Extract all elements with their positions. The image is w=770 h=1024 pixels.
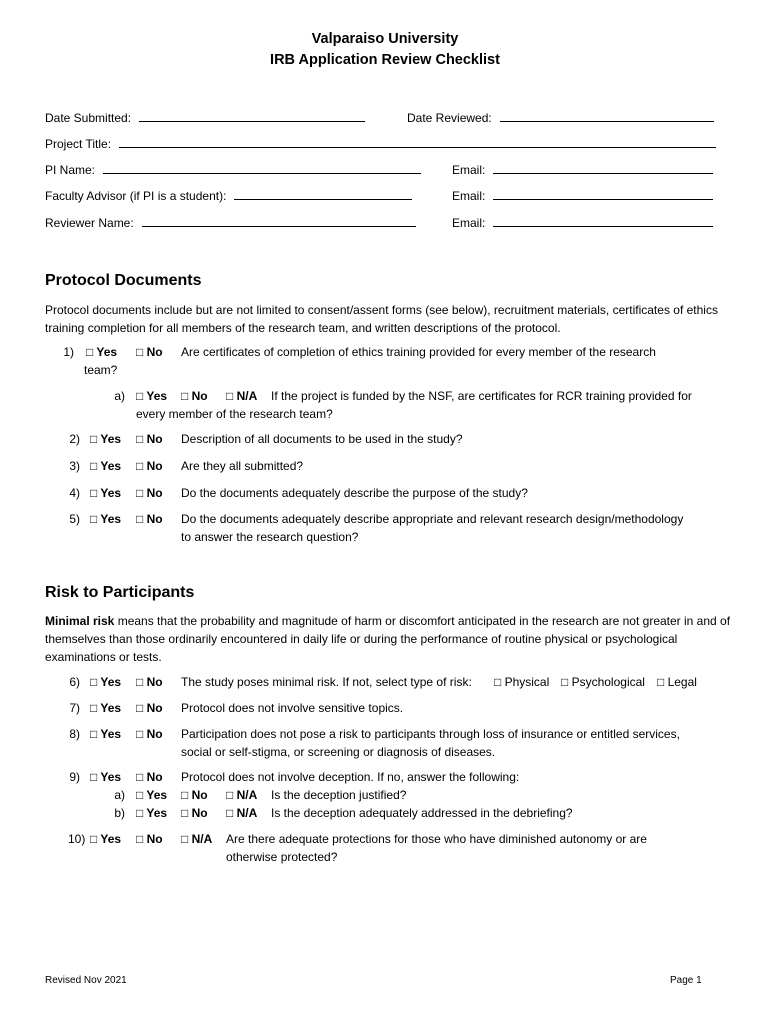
yes-checkbox[interactable]: □ Yes [90, 727, 122, 741]
psychological-risk-checkbox[interactable]: □ Psychological [561, 675, 645, 689]
yes-checkbox[interactable]: □ Yes [90, 770, 122, 784]
project-title-label: Project Title: [45, 137, 112, 151]
no-checkbox[interactable]: □ No [136, 432, 163, 446]
pi-name-label: PI Name: [45, 163, 96, 177]
risk-intro-text: means that the probability and magnitude of harm or discomfort anticipated in the research are not greater in and of themselves than those ordinarily encountered in daily life or during the performance of routine physical or psychological examinations or tests. [45, 614, 731, 664]
question-text: Are certificates of completion of ethics training provided for every member of the research [181, 345, 656, 359]
question-text: Are there adequate protections for those who have diminished autonomy or are [226, 832, 647, 846]
protocol-heading: Protocol Documents [45, 272, 202, 289]
question-text: If the project is funded by the NSF, are certificates for RCR training provided for [271, 389, 692, 403]
no-checkbox[interactable]: □ No [136, 512, 163, 526]
yes-checkbox[interactable]: □ Yes [136, 806, 168, 820]
item-number: 10) [68, 832, 86, 846]
question-text-cont: to answer the research question? [181, 530, 359, 544]
item-number: 1) [63, 345, 74, 359]
email-label-3: Email: [452, 216, 486, 230]
item-number: 8) [69, 727, 80, 741]
yes-checkbox[interactable]: □ Yes [90, 459, 122, 473]
project-title-line[interactable] [119, 136, 716, 148]
yes-checkbox[interactable]: □ Yes [90, 512, 122, 526]
question-text: Participation does not pose a risk to participants through loss of insurance or entitled services, [181, 727, 680, 741]
date-submitted-field[interactable] [45, 110, 365, 125]
no-checkbox[interactable]: □ No [181, 788, 208, 802]
no-checkbox[interactable]: □ No [136, 675, 163, 689]
reviewer-name-label: Reviewer Name: [45, 216, 134, 230]
question-text: Protocol does not involve deception. If no, answer the following: [181, 770, 520, 784]
pi-name-field[interactable] [45, 162, 421, 177]
no-checkbox[interactable]: □ No [181, 806, 208, 820]
no-checkbox[interactable]: □ No [136, 727, 163, 741]
yes-checkbox[interactable]: □ Yes [86, 345, 118, 359]
na-checkbox[interactable]: □ N/A [226, 389, 258, 403]
project-title-field[interactable] [45, 136, 716, 151]
email-label-2: Email: [452, 189, 486, 203]
date-submitted-label: Date Submitted: [45, 111, 132, 125]
institution-name: Valparaiso University [311, 31, 459, 47]
question-text: Are they all submitted? [181, 459, 304, 473]
na-checkbox[interactable]: □ N/A [181, 832, 213, 846]
legal-risk-checkbox[interactable]: □ Legal [657, 675, 697, 689]
yes-checkbox[interactable]: □ Yes [90, 832, 122, 846]
item-number: 9) [69, 770, 80, 784]
email-field-3[interactable] [452, 215, 713, 230]
reviewer-name-line[interactable] [142, 215, 416, 227]
protocol-intro: Protocol documents include but are not limited to consent/assent forms (see below), recruitment materials, certificates of ethics training completion for all members of the research team, and written descriptions of the protocol. [45, 303, 718, 335]
date-reviewed-line[interactable] [500, 110, 714, 122]
question-text: Description of all documents to be used in the study? [181, 432, 463, 446]
yes-checkbox[interactable]: □ Yes [90, 432, 122, 446]
yes-checkbox[interactable]: □ Yes [136, 788, 168, 802]
yes-checkbox[interactable]: □ Yes [90, 675, 122, 689]
faculty-advisor-label: Faculty Advisor (if PI is a student): [45, 189, 227, 203]
risk-intro [45, 612, 735, 666]
item-number: 7) [69, 701, 80, 715]
question-text: Is the deception justified? [271, 788, 407, 802]
date-reviewed-field[interactable] [407, 110, 714, 125]
email-line-1[interactable] [493, 162, 713, 174]
page-number: Page 1 [670, 975, 702, 986]
item-number: 6) [69, 675, 80, 689]
no-checkbox[interactable]: □ No [181, 389, 208, 403]
email-field-1[interactable] [452, 162, 713, 177]
item-number: b) [114, 806, 125, 820]
email-line-3[interactable] [493, 215, 713, 227]
pi-name-line[interactable] [103, 162, 421, 174]
question-text: Do the documents adequately describe appropriate and relevant research design/methodology [181, 512, 684, 526]
minimal-risk-term: Minimal risk [45, 614, 115, 628]
revised-date: Revised Nov 2021 [45, 975, 127, 986]
item-number: 2) [69, 432, 80, 446]
physical-risk-checkbox[interactable]: □ Physical [494, 675, 550, 689]
faculty-advisor-line[interactable] [234, 188, 412, 200]
email-label-1: Email: [452, 163, 486, 177]
na-checkbox[interactable]: □ N/A [226, 788, 258, 802]
question-text-cont: social or self-stigma, or screening or diagnosis of diseases. [181, 745, 496, 759]
faculty-advisor-field[interactable] [45, 188, 412, 203]
question-text-cont: otherwise protected? [226, 850, 338, 864]
item-number: 3) [69, 459, 80, 473]
question-text: Protocol does not involve sensitive topics. [181, 701, 404, 715]
na-checkbox[interactable]: □ N/A [226, 806, 258, 820]
item-number: 4) [69, 486, 80, 500]
email-line-2[interactable] [493, 188, 713, 200]
yes-checkbox[interactable]: □ Yes [136, 389, 168, 403]
no-checkbox[interactable]: □ No [136, 486, 163, 500]
no-checkbox[interactable]: □ No [136, 459, 163, 473]
question-text: Do the documents adequately describe the purpose of the study? [181, 486, 528, 500]
item-number: a) [114, 788, 125, 802]
page-title: IRB Application Review Checklist [270, 52, 500, 68]
yes-checkbox[interactable]: □ Yes [90, 701, 122, 715]
item-number: 5) [69, 512, 80, 526]
question-text-cont: every member of the research team? [136, 407, 333, 421]
risk-heading: Risk to Participants [45, 584, 195, 601]
question-text: Is the deception adequately addressed in the debriefing? [271, 806, 573, 820]
email-field-2[interactable] [452, 188, 713, 203]
date-reviewed-label: Date Reviewed: [407, 111, 492, 125]
question-text: The study poses minimal risk. If not, select type of risk: [181, 675, 472, 689]
item-number: a) [114, 389, 125, 403]
reviewer-name-field[interactable] [45, 215, 416, 230]
date-submitted-line[interactable] [139, 110, 365, 122]
no-checkbox[interactable]: □ No [136, 832, 163, 846]
yes-checkbox[interactable]: □ Yes [90, 486, 122, 500]
question-text-cont: team? [84, 363, 118, 377]
no-checkbox[interactable]: □ No [136, 701, 163, 715]
no-checkbox[interactable]: □ No [136, 345, 163, 359]
no-checkbox[interactable]: □ No [136, 770, 163, 784]
